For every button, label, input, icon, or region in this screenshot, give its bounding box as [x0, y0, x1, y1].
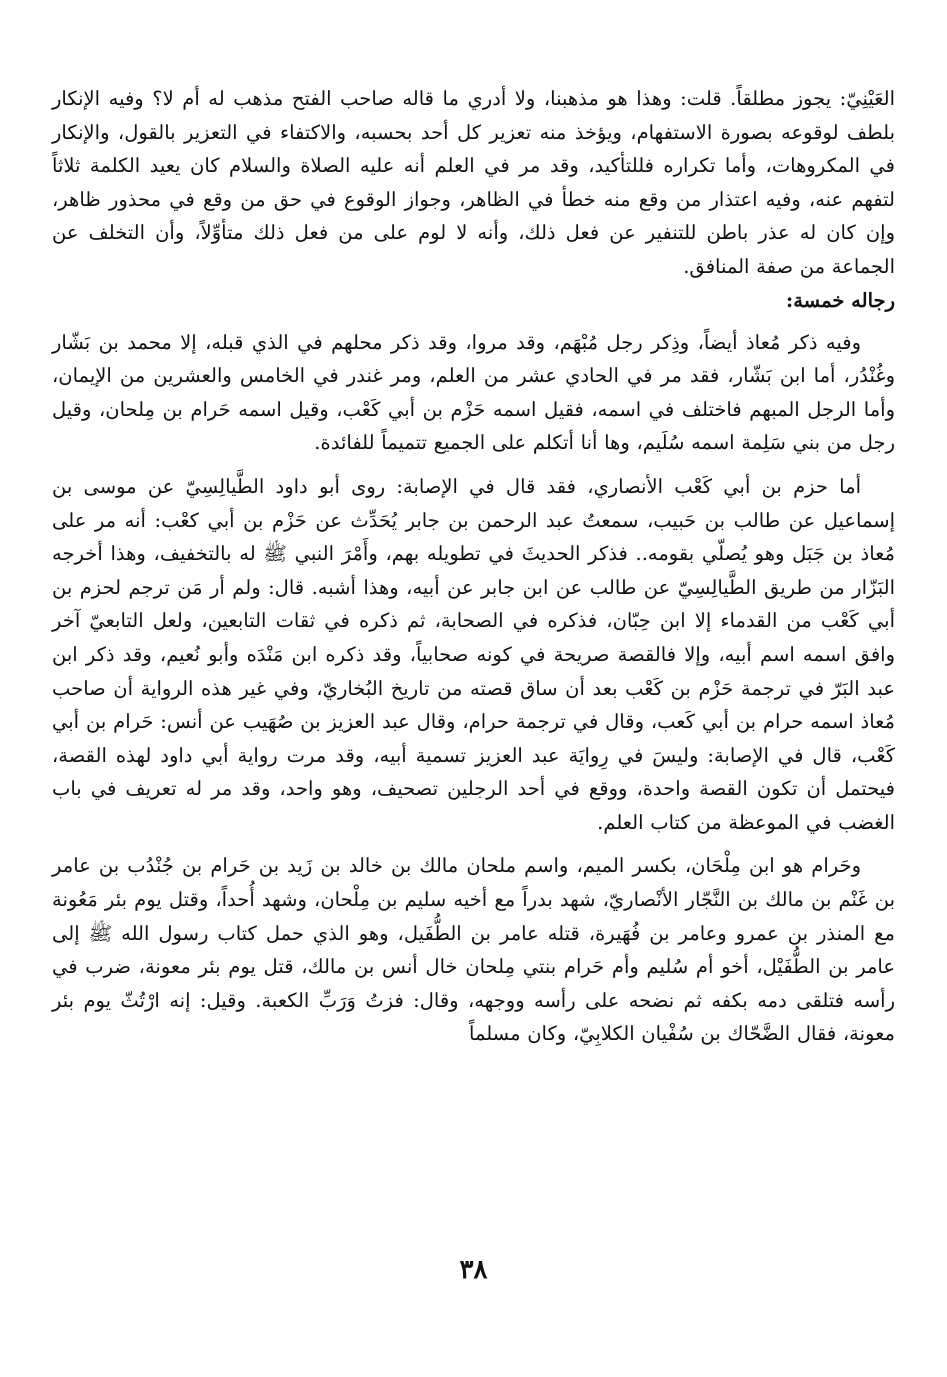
haram-paragraph	[52, 849, 895, 1051]
paragraph-line: عبد العزيز تسمية أبيه، وقد مرت رواية أبي داود لهذه القصة، فيحتمل أن تكون القصة واحدة،	[52, 743, 895, 801]
paragraph-line: مالك، قتل يوم بئر معونة، ضرب في رأسه فتلقى دمه بكفه ثم نضحه على رأسه ووجهه، وقال:	[52, 955, 896, 1012]
intro-line: العَيْنِيّ: يجوز مطلقاً. قلت: وهذا هو مذهبنا، ولا أدري ما قاله صاحب الفتح مذهب له أم لا؟	[152, 87, 896, 110]
paragraph-line: وفيه ذكر مُعاذ أيضاً، وذِكر رجل مُبْهَم، وقد مروا، وقد ذكر محلهم في الذي قبله، إلا	[180, 330, 861, 354]
paragraph-line: فزتُ وَرَبِّ الكعبة. وقيل: إنه ارْتُثّ يوم بئر معونة، فقال الضَّحّاك بن سُفْيان الكلابِيّ، وكان مسلماً	[52, 988, 895, 1046]
page-number: ٣٨	[459, 1255, 488, 1285]
paragraph-line: وقد ذكره ابن مَنْدَه وأبو نُعيم، وقد ذكر ابن عبد البَرّ في ترجمة حَزْم بن كَعْب بعد أن ساق قصته من	[52, 642, 895, 700]
paragraph-line: وحَرام هو ابن مِلْحَان، بكسر الميم، واسم ملحان مالك بن خالد بن زَيد بن حَرام بن	[181, 854, 861, 878]
paragraph-line: مر على مُعاذ بن جَبَل وهو يُصلّي بقومه.. فذكر الحديثَ في تطويله بهم، وأَمْرَ النبي ﷺ له	[52, 508, 895, 566]
book-page	[52, 82, 895, 1317]
paragraph-line: تاريخ البُخاريّ، وفي غير هذه الرواية أن صاحب مُعاذ اسمه حرام بن أبي كَعب، وقال في ترجمة	[52, 676, 896, 734]
paragraph-line: إسماعيل عن طالب بن حَبيب، سمعتُ عبد الرحمن بن جابر يُحَدِّث عن حَزْم بن أبي كعْب: أنه	[124, 508, 896, 532]
paragraph-line: بالتخفيف، وهذا أخرجه البَزّار من طريق الطَّيالِسِيّ عن طالب عن ابن جابر عن أبيه، وهذا أشبه.	[52, 542, 895, 599]
intro-line: والسلام كان يعيد الكلمة ثلاثاً لتفهم عنه، وفيه اعتذار من وقع منه خطأ في الظاهر، وجواز الوقوع	[52, 154, 895, 211]
paragraph-line: قال: ولم أر مَن ترجم لحزم بن أبي كَعْب من القدماء إلا ابن حِبّان، فذكره في الصحابة، ثم ذكره	[52, 575, 895, 633]
paragraph-line: حمل كتاب رسول الله ﷺ إلى عامر بن الطُّفَيْل، أخو أم سُليم وأم حَرام بنتي مِلحان خال أنس بن	[52, 921, 896, 979]
paragraph-line: ووقع في أحد الرجلين تصحيف، وهو واحد، وقد مر له تعريف في باب الغضب في الموعظة من	[52, 777, 895, 834]
paragraph-line: أما حزم بن أبي كَعْب الأنصاري، فقد قال في الإصابة: روى أبو داود الطَّيالِسِيّ عن موسى بن	[52, 474, 861, 498]
paragraph-line: حرام، وقال عبد العزيز بن صُهَيب عن أنس: حَرام بن أبي كَعْب، قال في الإصابة: وليسَ في رِوايَة	[52, 710, 895, 767]
intro-line: من فعل ذلك متأوِّلاً، وأن التخلف عن الجماعة من صفة المنافق.	[52, 221, 895, 278]
paragraph-line: أُحداً، وقتل يوم بئر مَعُونة مع المنذر بن عمرو وعامر بن فُهَيرة، قتله عامر بن الطُّفَيل، وهو الذي	[52, 888, 895, 945]
paragraph-line: كتاب العلم.	[597, 810, 690, 834]
paragraph-line: جُنْدُب بن عامر بن غَنْم بن مالك بن النَّجّار الأنْصاريّ، شهد بدراً مع أخيه سليم بن مِلْحان، وشهد	[52, 854, 895, 912]
intro-line: وفيه الإنكار بلطف لوقوعه بصورة الاستفهام، ويؤخذ منه تعزير كل أحد بحسبه، والاكتفاء في	[52, 87, 895, 144]
paragraph-line: في ثقات التابعين، ولعل التابعيّ آخر وافق اسمه اسم أبيه، وإلا فالقصة صريحة في كونه صحابياً،	[52, 609, 895, 666]
paragraph-line: محمد بن بَشّار وغُنْدُر، أما ابن بَشّار، فقد مر في الحادي عشر من العلم، ومر غندر في الخامس	[52, 330, 895, 388]
paragraph-line: والعشرين من الإيمان، وأما الرجل المبهم فاختلف في اسمه، فقيل اسمه حَزْم بن أبي كَعْب، وقيل	[52, 364, 895, 421]
narrators-paragraph	[52, 326, 895, 460]
intro-line: التعزير بالقول، والإنكار في المكروهات، وأما تكراره فللتأكيد، وقد مر في العلم أنه عليه الصلاة	[52, 120, 896, 178]
section-heading: رجاله خمسة:	[786, 288, 895, 312]
paragraph-line: للفائدة.	[314, 431, 375, 455]
hazm-paragraph	[52, 470, 895, 840]
intro-line: في حق من وقع في محذور ظاهر، وإن كان له عذر باطن للتنفير عن فعل ذلك، وأنه لا لوم على	[52, 187, 895, 245]
paragraph-line: اسمه حَرام بن مِلحان، وقيل رجل من بني سَلِمة اسمه سُلَيم، وها أنا أتكلم على الجميع تتميماً	[52, 397, 895, 455]
intro-paragraph	[52, 82, 895, 284]
